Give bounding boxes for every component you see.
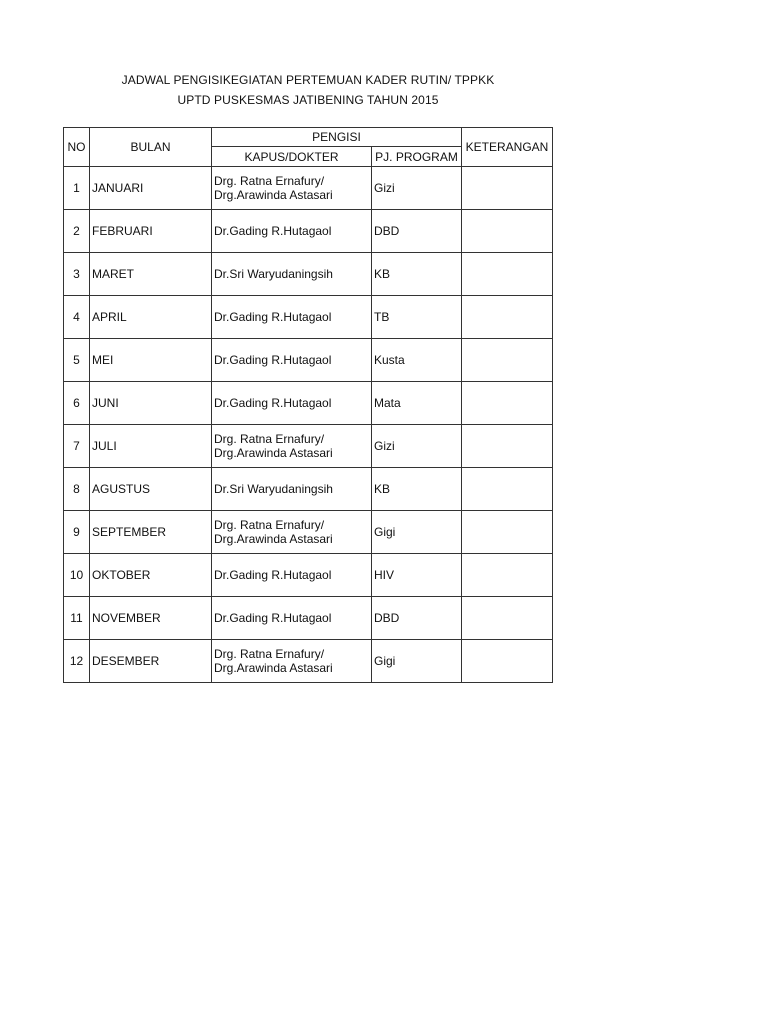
cell-bulan: DESEMBER — [90, 640, 212, 683]
cell-pj-program: DBD — [372, 210, 462, 253]
cell-bulan: FEBRUARI — [90, 210, 212, 253]
kapus-line-1: Dr.Gading R.Hutagaol — [214, 310, 332, 324]
cell-kapus-dokter — [212, 554, 372, 597]
cell-pj-program: Kusta — [372, 339, 462, 382]
cell-kapus-dokter — [212, 339, 372, 382]
cell-keterangan — [462, 339, 553, 382]
cell-pj-program: Mata — [372, 382, 462, 425]
cell-no: 8 — [64, 468, 90, 511]
cell-bulan: MEI — [90, 339, 212, 382]
cell-keterangan — [462, 253, 553, 296]
kapus-line-1: Dr.Gading R.Hutagaol — [214, 396, 332, 410]
title-line-2: UPTD PUSKESMAS JATIBENING TAHUN 2015 — [177, 93, 439, 107]
header-keterangan: KETERANGAN — [462, 128, 553, 167]
cell-no: 6 — [64, 382, 90, 425]
table-row — [64, 640, 553, 683]
cell-keterangan — [462, 597, 553, 640]
header-pj-program: PJ. PROGRAM — [372, 147, 462, 167]
table-row — [64, 468, 553, 511]
cell-pj-program: Gigi — [372, 640, 462, 683]
kapus-line-2: Drg.Arawinda Astasari — [214, 446, 333, 460]
header-bulan: BULAN — [90, 128, 212, 167]
header-kapus-dokter: KAPUS/DOKTER — [212, 147, 372, 167]
cell-keterangan — [462, 296, 553, 339]
kapus-line-1: Dr.Sri Waryudaningsih — [214, 482, 333, 496]
cell-keterangan — [462, 640, 553, 683]
table-header-row — [64, 128, 553, 147]
cell-bulan: AGUSTUS — [90, 468, 212, 511]
cell-bulan: SEPTEMBER — [90, 511, 212, 554]
kapus-line-2: Drg.Arawinda Astasari — [214, 532, 333, 546]
table-row — [64, 554, 553, 597]
cell-no: 12 — [64, 640, 90, 683]
cell-no: 3 — [64, 253, 90, 296]
cell-no: 5 — [64, 339, 90, 382]
header-pengisi: PENGISI — [212, 128, 462, 147]
table-row — [64, 167, 553, 210]
cell-bulan: JUNI — [90, 382, 212, 425]
cell-bulan: MARET — [90, 253, 212, 296]
cell-pj-program: HIV — [372, 554, 462, 597]
cell-no: 10 — [64, 554, 90, 597]
kapus-line-1: Dr.Gading R.Hutagaol — [214, 353, 332, 367]
header-no: NO — [64, 128, 90, 167]
cell-no: 2 — [64, 210, 90, 253]
cell-pj-program: DBD — [372, 597, 462, 640]
title-line-1: JADWAL PENGISIKEGIATAN PERTEMUAN KADER RUTIN/ TPPKK — [121, 73, 495, 87]
kapus-line-1: Dr.Gading R.Hutagaol — [214, 224, 332, 238]
cell-kapus-dokter — [212, 468, 372, 511]
cell-kapus-dokter — [212, 253, 372, 296]
table-row — [64, 210, 553, 253]
kapus-line-2: Drg.Arawinda Astasari — [214, 188, 333, 202]
cell-pj-program: Gigi — [372, 511, 462, 554]
table-row — [64, 511, 553, 554]
kapus-line-1: Drg. Ratna Ernafury/ — [214, 647, 325, 661]
cell-bulan: JULI — [90, 425, 212, 468]
cell-bulan: APRIL — [90, 296, 212, 339]
kapus-line-2: Drg.Arawinda Astasari — [214, 661, 333, 675]
cell-pj-program: TB — [372, 296, 462, 339]
cell-pj-program: KB — [372, 253, 462, 296]
cell-bulan: NOVEMBER — [90, 597, 212, 640]
table-row — [64, 339, 553, 382]
table-row — [64, 253, 553, 296]
cell-kapus-dokter — [212, 597, 372, 640]
cell-keterangan — [462, 554, 553, 597]
table-row — [64, 425, 553, 468]
table-row — [64, 597, 553, 640]
document-title — [64, 70, 552, 110]
cell-bulan: JANUARI — [90, 167, 212, 210]
cell-bulan: OKTOBER — [90, 554, 212, 597]
kapus-line-1: Dr.Gading R.Hutagaol — [214, 568, 332, 582]
cell-keterangan — [462, 382, 553, 425]
cell-kapus-dokter — [212, 382, 372, 425]
cell-keterangan — [462, 425, 553, 468]
cell-no: 9 — [64, 511, 90, 554]
kapus-line-1: Drg. Ratna Ernafury/ — [214, 518, 325, 532]
cell-kapus-dokter — [212, 210, 372, 253]
schedule-table — [63, 127, 553, 683]
cell-pj-program: KB — [372, 468, 462, 511]
kapus-line-1: Dr.Gading R.Hutagaol — [214, 611, 332, 625]
cell-kapus-dokter — [212, 640, 372, 683]
cell-kapus-dokter — [212, 425, 372, 468]
cell-kapus-dokter — [212, 167, 372, 210]
table-body — [64, 167, 553, 683]
cell-keterangan — [462, 468, 553, 511]
cell-no: 11 — [64, 597, 90, 640]
cell-kapus-dokter — [212, 296, 372, 339]
table-row — [64, 296, 553, 339]
kapus-line-1: Dr.Sri Waryudaningsih — [214, 267, 333, 281]
cell-no: 7 — [64, 425, 90, 468]
cell-keterangan — [462, 511, 553, 554]
kapus-line-1: Drg. Ratna Ernafury/ — [214, 432, 325, 446]
cell-pj-program: Gizi — [372, 167, 462, 210]
cell-no: 4 — [64, 296, 90, 339]
cell-keterangan — [462, 167, 553, 210]
cell-pj-program: Gizi — [372, 425, 462, 468]
cell-no: 1 — [64, 167, 90, 210]
kapus-line-1: Drg. Ratna Ernafury/ — [214, 174, 325, 188]
cell-kapus-dokter — [212, 511, 372, 554]
cell-keterangan — [462, 210, 553, 253]
table-row — [64, 382, 553, 425]
